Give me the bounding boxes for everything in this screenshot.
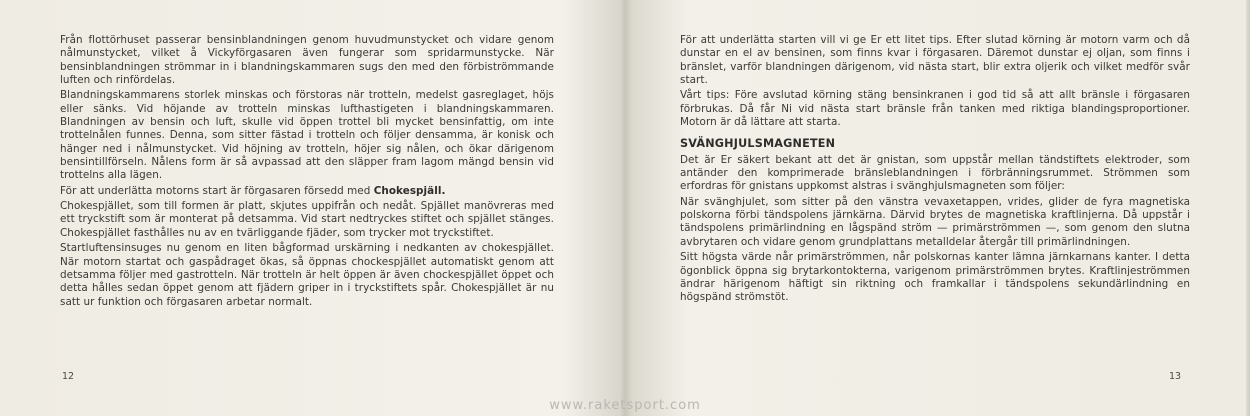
choke-term: Chokespjäll. <box>373 184 446 197</box>
section-heading: SVÄNGHJULSMAGNETEN <box>680 137 836 151</box>
paragraph: För att underlätta starten vill vi ge Er ett litet tips. Efter slutad körning är motorn varm och då dunstar en el av bensinen, som finns kvar i förgasaren. Däremot dunstar ej oljan, som finns i bränslet, varför blandningen därigenom, vid nästa start, blir extra oljerik och vilket medför svår start. <box>680 34 1190 87</box>
right-text-column <box>680 34 1190 307</box>
left-text-column <box>60 34 554 311</box>
paragraph: Chokespjället, som till formen är platt, skjutes uppifrån och nedåt. Spjället manövreras med ett tryckstift som är monterat på detsamma. Vid start nedtryckes stiftet och spjället stänges. Chokespjället fasthålles nu av en tvärliggande fjäder, som trycker mot tryckstiftet. <box>60 200 554 239</box>
paragraph: Startluftensinsuges nu genom en liten bågformad urskärning i nedkanten av chokespjället. När motorn startat och gaspådraget ökas, så öppnas chockespjället automatiskt genom att detsamma följer med gastrotteln. När trotteln är helt öppen är även chockespjället öppet och detta hålles sedan öppet genom att fjädern griper in i tryckstiftets spår. Chokespjället är nu satt ur funktion och förgasaren arbetar normalt. <box>60 242 554 308</box>
paragraph: När svänghjulet, som sitter på den vänstra vevaxetappen, vrides, glider de fyra magnetiska polskorna förbi tändspolens järnkärna. Därvid brytes de magnetiska kraftlinjerna. Då uppstår i tändspolens primärlindning en lågspänd ström — primärströmmen —, som genom den slutna avbrytaren och vidare genom grundplattans metalldelar återgår till primärlindningen. <box>680 195 1190 248</box>
page-number-right: 13 <box>1169 371 1182 382</box>
choke-paragraph <box>60 185 554 198</box>
paragraph: Det är Er säkert bekant att det är gnistan, som uppstår mellan tändstiftets elektroder, som antänder den komprimerade bränsleblandningen i förbränningsrummet. Strömmen som erfordras för gnistans uppkomst alstras i svänghjulsmagneten som följer: <box>680 153 1190 193</box>
watermark: www.raketsport.com <box>549 398 701 413</box>
paragraph: Blandningskammarens storlek minskas och förstoras när trotteln, medelst gasreglaget, höjs eller sänks. Vid höjande av trotteln minskas lufthastigeten i blandningskammaren. Blandningen av bensin och luft, skulle vid öppen trottel bli mycket bensinfattig, om inte trottelnålen funnes. Denna, som sitter fästad i trotteln och följer densamma, är konisk och hänger ned i nålmunstycket. Vid höjning av trotteln, höjer sig nålen, och ökar därigenom bensintillförseln. Nålens form är så avpassad att den släpper fram lagom mängd bensin vid trottelns alla lägen. <box>60 89 554 182</box>
choke-intro: För att underlätta motorns start är förgasaren försedd med <box>60 184 374 197</box>
paragraph: Sitt högsta värde når primärströmmen, når polskornas kanter lämna järnkarnans kanter. I detta ögonblick öppna sig brytarkontokterna, varigenom primärströmmen brytes. Kraftlinjeströmmen ändrar härigenom häftigt sin riktning och framkallar i tändspolens sekundärlindning en högspänd strömstöt. <box>680 251 1190 304</box>
right-page <box>625 0 1250 416</box>
paragraph: Vårt tips: Före avslutad körning stäng bensinkranen i god tid så att allt bränsle i förgasaren förbrukas. Då får Ni vid nästa start bränsle från tanken med riktiga blandingsproportioner. Motorn är då lättare att starta. <box>680 89 1190 129</box>
page-number-left: 12 <box>62 371 75 382</box>
page-edge <box>1246 0 1250 416</box>
paragraph: Från flottörhuset passerar bensinblandningen genom huvudmunstycket och vidare genom nålmunstycket, vilket å Vickyförgasaren även fungerar som spridarmunstycke. När bensinblandningen strömmar in i blandningskammaren sugs den med den förbiströmmande luften och rinfördelas. <box>60 34 554 87</box>
